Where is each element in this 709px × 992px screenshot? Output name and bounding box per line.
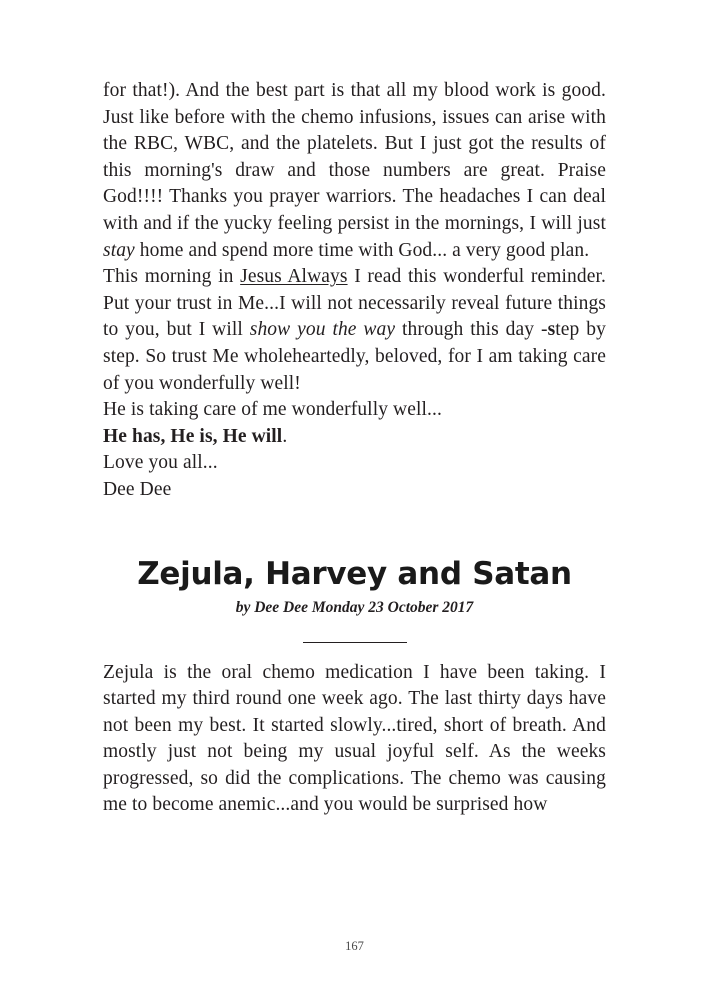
paragraph-text-tail: tep by step. So trust Me wholeheartedly, beloved, for I am taking care of you wonderfully well! (103, 319, 606, 394)
paragraph-text-post: home and spend more time with God... a very good plan. (134, 239, 590, 261)
bold-affirmation: He has, He is, He will (103, 425, 283, 447)
emphasis-stay: stay (103, 239, 135, 261)
paragraph-text-mid: I read this wonderful reminder. Put your trust in Me...I will not necessarily reveal future things to you, but I will (103, 266, 607, 341)
paragraph-taking-care: He is taking care of me wonderfully well... (103, 399, 442, 421)
continued-entry-body (103, 78, 606, 504)
emphasis-show-you-the-way: show you the way (249, 319, 396, 341)
chapter-heading-block (103, 556, 606, 618)
book-title-jesus-always: Jesus Always (240, 266, 348, 288)
divider-rule (303, 642, 407, 643)
bold-letter-s: s (547, 319, 556, 341)
paragraph-zejula-opening: Zejula is the oral chemo medication I have been taking. I started my third round one week ago. The last thirty days have not been my best. It started slowly...tired, short of breath. And mostly just not being my usual joyful self. As the weeks progressed, so did the complications. The chemo was causing me to become anemic...and you would be surprised how (103, 661, 606, 816)
chapter-body (103, 660, 606, 820)
paragraph-text-post: through this day - (395, 319, 548, 341)
paragraph-he-has-he-is-he-will (103, 424, 606, 451)
paragraph-jesus-always (103, 264, 606, 397)
page-number: 167 (345, 939, 364, 953)
chapter-byline: by Dee Dee Monday 23 October 2017 (235, 598, 474, 616)
paragraph-text-pre: This morning in (103, 266, 241, 288)
signature-dee-dee: Dee Dee (103, 478, 172, 500)
paragraph-blood-work (103, 78, 606, 264)
section-divider (103, 634, 606, 652)
paragraph-text-pre: for that!). And the best part is that all my blood work is good. Just like before with the chemo infusions, issues can arise with the RBC, WBC, and the platelets. But I just got the results of this morning's draw and those numbers are great. Praise God!!!! Thanks you prayer warriors. The headaches I can deal with and if the yucky feeling persist in the mornings, I will just (103, 80, 606, 234)
paragraph-love-you-all: Love you all... (103, 452, 218, 474)
affirmation-period: . (282, 425, 288, 447)
chapter-title: Zejula, Harvey and Satan (137, 555, 572, 592)
